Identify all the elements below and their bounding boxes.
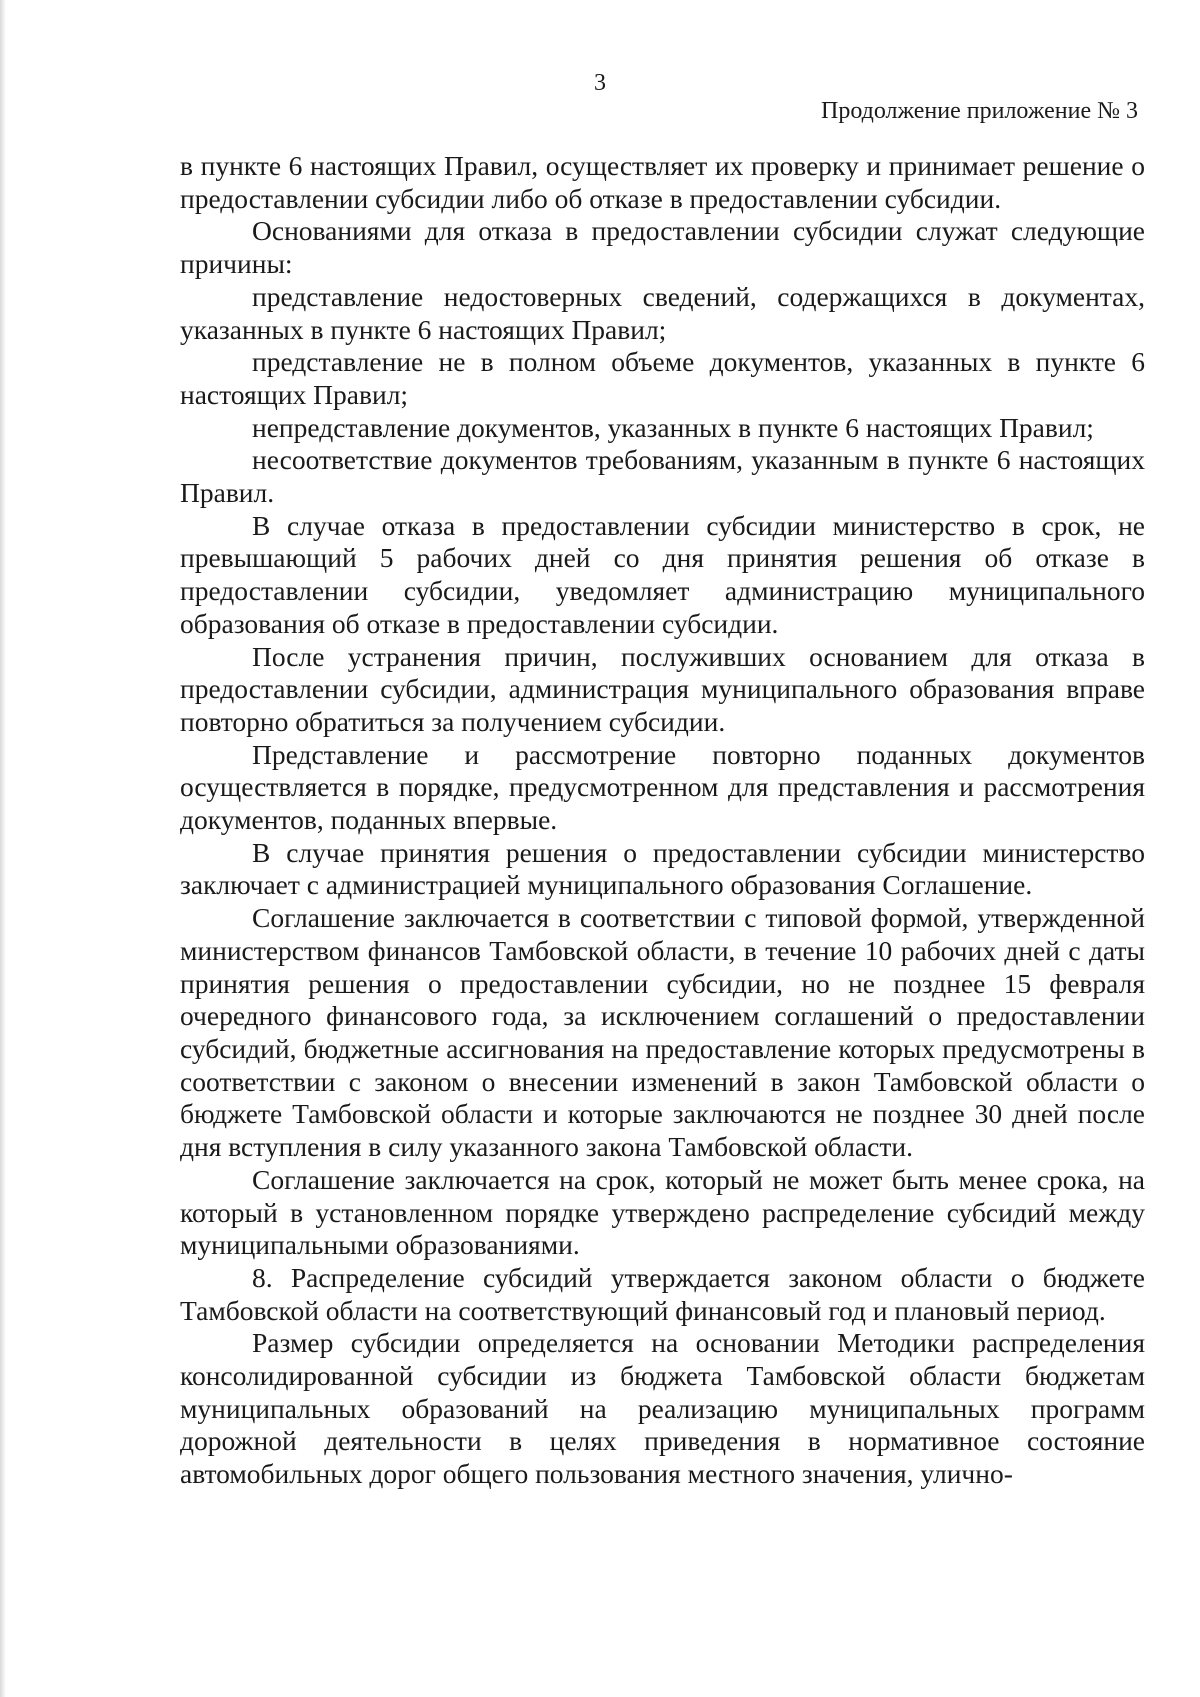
- scan-edge: [0, 0, 6, 1697]
- page-number: 3: [594, 70, 606, 96]
- numbered-paragraph: 8. Распределение субсидий утверждается законом области о бюджете Тамбовской области на соответствующий финансовый год и плановый период.: [180, 1261, 1145, 1326]
- paragraph: В случае принятия решения о предоставлении субсидии министерство заключает с администрацией муниципального образования Соглашение.: [180, 836, 1145, 901]
- list-item: несоответствие документов требованиям, указанным в пункте 6 настоящих Правил.: [180, 444, 1145, 509]
- paragraph: В случае отказа в предоставлении субсидии министерство в срок, не превышающий 5 рабочих дней со дня принятия решения об отказе в предоставлении субсидии, уведомляет администрацию муниципального образования об отказе в предоставлении субсидии.: [180, 509, 1145, 639]
- paragraph: Соглашение заключается в соответствии с типовой формой, утвержденной министерством финансов Тамбовской области, в течение 10 рабочих дней с даты принятия решения о предоставлении субсидии, но не позднее 15 февраля очередного финансового года, за исключением соглашений о предоставлении субсидий, бюджетные ассигнования на предоставление которых предусмотрены в соответствии с законом о внесении изменений в закон Тамбовской области о бюджете Тамбовской области и которые заключаются не позднее 30 дней после дня вступления в силу указанного закона Тамбовской области.: [180, 902, 1145, 1163]
- paragraph: в пункте 6 настоящих Правил, осуществляет их проверку и принимает решение о предоставлении субсидии либо об отказе в предоставлении субсидии.: [180, 150, 1145, 214]
- appendix-continuation-label: Продолжение приложение № 3: [821, 98, 1138, 124]
- paragraph: Размер субсидии определяется на основании Методики распределения консолидированной субсидии из бюджета Тамбовской области бюджетам муниципальных образований на реализацию муниципальных программ дорожной деятельности в целях приведения в нормативное состояние автомобильных дорог общего пользования местного значения, улично-: [180, 1327, 1145, 1490]
- document-body: [180, 150, 1145, 1491]
- list-item: представление недостоверных сведений, содержащихся в документах, указанных в пункте 6 настоящих Правил;: [180, 280, 1145, 345]
- paragraph: Соглашение заключается на срок, который не может быть менее срока, на который в установленном порядке утверждено распределение субсидий между муниципальными образованиями.: [180, 1163, 1145, 1261]
- paragraph: Основаниями для отказа в предоставлении субсидии служат следующие причины:: [180, 215, 1145, 280]
- paragraph: Представление и рассмотрение повторно поданных документов осуществляется в порядке, предусмотренном для представления и рассмотрения документов, поданных впервые.: [180, 738, 1145, 836]
- list-item: представление не в полном объеме документов, указанных в пункте 6 настоящих Правил;: [180, 346, 1145, 410]
- paragraph: После устранения причин, послуживших основанием для отказа в предоставлении субсидии, администрация муниципального образования вправе повторно обратиться за получением субсидии.: [180, 640, 1145, 737]
- list-item: непредставление документов, указанных в пункте 6 настоящих Правил;: [252, 411, 1094, 443]
